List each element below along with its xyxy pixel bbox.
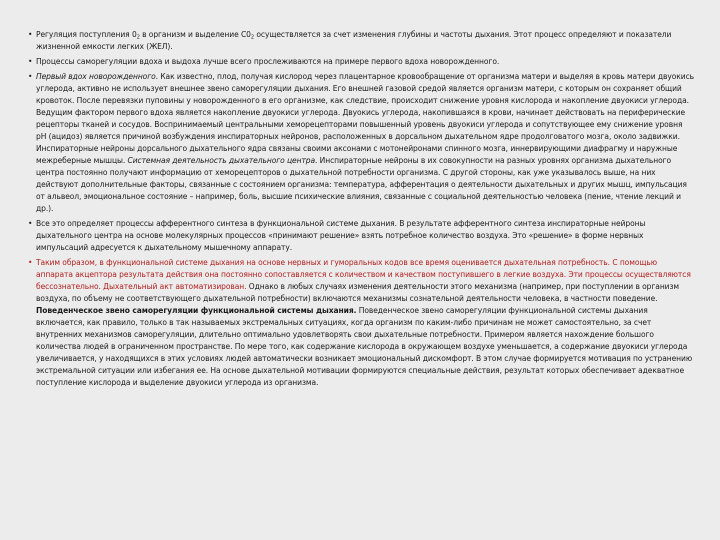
bullet-marker: •: [28, 258, 33, 267]
bullet-marker: •: [28, 219, 33, 228]
p5-text-1: Однако в любых случаях изменения деятельности этого механизма (например, при поступлении в организм воздуха, по объему не соответствующего дыхательной потребности) включаются механизмы сознательной деятельности человека, в частности поведение.: [36, 282, 680, 303]
p5-bold-heading: Поведенческое звено саморегуляции функциональной системы дыхания.: [36, 306, 357, 315]
paragraph-behavioral-link: [28, 257, 694, 389]
p1-text-a: Регуляция поступления 0: [36, 30, 137, 39]
text-content: [28, 29, 694, 392]
p1-text-b: в организм и выделение С0: [139, 30, 251, 39]
p3-italic-heading-2: Системная деятельность дыхательного центра: [127, 156, 316, 165]
p3-text-2: . Инспираторные нейроны в их совокупности на разных уровнях организма дыхательного центра постоянно получают информацию от хеморецепторов о дыхательной потребности организма. С другой стороны, как уже указывалось выше, на них действуют дополнительные факторы, связанные с состоянием организма: температура, афферентация о деятельности дыхательных и других мышц, импульсация от альвеол, эмоциональное состояние – например, боль, высшие психические влияния, связанные с социальной деятельностью человека (пение, чтение лекций и др.).: [36, 156, 687, 213]
bullet-marker: •: [28, 72, 33, 81]
p1-subscript-2: 2: [250, 34, 255, 41]
paragraph-afferent-synthesis: [28, 218, 694, 254]
p1-subscript-1: 2: [136, 34, 140, 41]
p2-text: Процессы саморегуляции вдоха и выдоха лучше всего прослеживаются на примере первого вдоха новорожденного.: [36, 57, 500, 66]
paragraph-first-breath: [28, 71, 694, 215]
p4-text: Все это определяет процессы афферентного синтеза в функциональной системе дыхания. В результате афферентного синтеза инспираторные нейроны дыхательного центра на основе молекулярных процессов «принимают решение» взять потребное количество воздуха. Это «решение» в форме нервных импульсаций адресуется к дыхательному мышечному аппарату.: [36, 219, 646, 252]
p5-text-2: Поведенческое звено саморегуляции функциональной системы дыхания включается, как правило, только в так называемых экстремальных ситуациях, когда организм по каким-либо причинам не может самостоятельно, за счет внутренних механизмов саморегуляции, длительно оптимально удовлетворять свои дыхательные потребности. Примером является нахождение большого количества людей в ограниченном пространстве. По мере того, как содержание кислорода в окружающем воздухе уменьшается, а содержание двуокиси углерода увеличивается, у находящихся в этих условиях людей автоматически возникает эмоциональный дискомфорт. В этом случае формируется мотивация по устранению экстремальной ситуации или избегания ее. На основе дыхательной мотивации формируются специальные действия, результат которых обеспечивает адекватное поступление кислорода и выделение двуокиси углерода из организма.: [36, 306, 693, 387]
bullet-marker: •: [28, 57, 33, 66]
p3-text-1: . Как известно, плод, получая кислород через плацентарное кровообращение от организма матери и выделяя в кровь матери двуокись углерода, активно не использует внешнее звено саморегуляции дыхания. Его внешней газовой средой является организм матери, с которым он сохраняет общий кровоток. После перевязки пуповины у новорожденного в его организме, как следствие, происходит снижение уровня кислорода и накопление двуокиси углерода. Ведущим фактором первого вдоха является накопление двуокиси углерода. Двуокись углерода, накопившаяся в крови, начинает действовать на периферические рецепторы тканей и сосудов. Воспринимаемый центральными хеморецепторами повышенный уровень двуокиси углерода и сопутствующее ему снижение уровня pH (ацидоз) является причиной возбуждения инспираторных нейронов, расположенных в дорсальном дыхательном ядре продолговатого мозга, около задвижки. Инспираторные нейроны дорсального дыхательного ядра связаны своими аксонами с мотонейронами спинного мозга, иннервирующими диафрагму и наружные межреберные мышцы.: [36, 72, 695, 165]
bullet-marker: •: [28, 30, 33, 39]
p5-highlight-text: Таким образом, в функциональной системе дыхания на основе нервных и гуморальных кодов все время оценивается дыхательная потребность. С помощью аппарата акцептора результата действия она постоянно сопоставляется с количеством и качеством поступившего в легкие воздуха. Эти процессы осуществляются бессознательно. Дыхательный акт автоматизирован.: [36, 258, 691, 291]
paragraph-regulation: [28, 29, 694, 53]
paragraph-self-regulation: [28, 56, 694, 68]
p1-text-c: осуществляется за счет изменения глубины и частоты дыхания. Этот процесс определяют и показатели жизненной емкости легких (ЖЕЛ).: [36, 30, 672, 51]
p3-italic-heading-1: Первый вдох новорожденного: [36, 72, 156, 81]
